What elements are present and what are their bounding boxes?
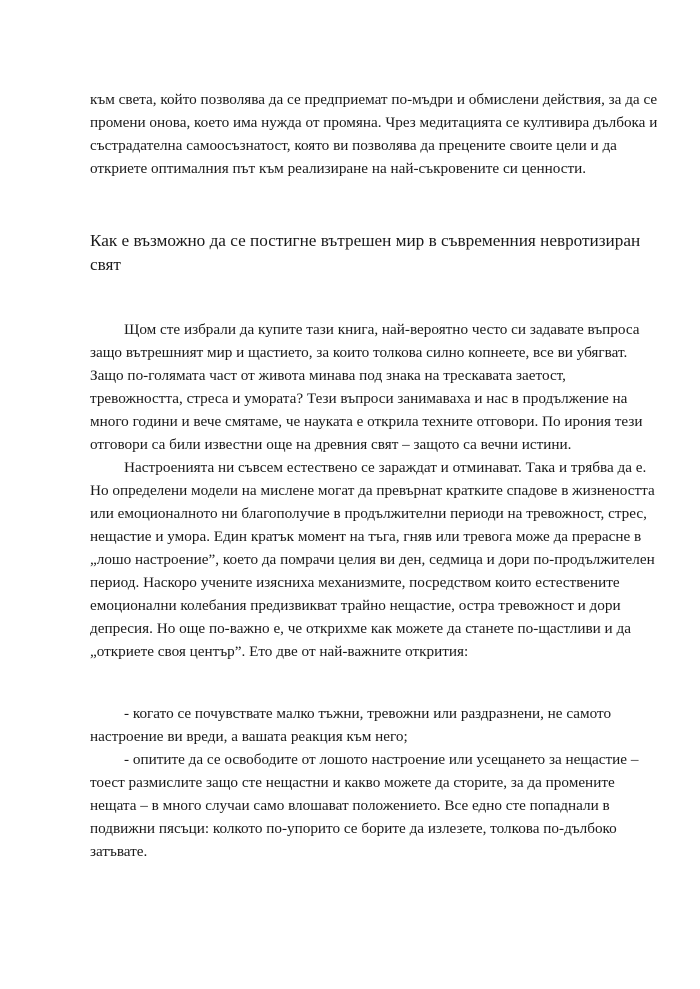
text-line: тоест размислите защо сте нещастни и какво можете да сторите, за да промените <box>90 774 615 791</box>
section-heading: Как е възможно да се постигне вътрешен мир в съвременния невротизиран <box>90 231 641 250</box>
text-line: нещастие и умора. Един кратък момент на тъга, гняв или тревога може да прерасне в <box>90 528 642 545</box>
text-line: много години и вече смятаме, че науката е открила техните отговори. По ирония тези <box>90 413 643 430</box>
text-line: към света, който позволява да се предприемат по-мъдри и обмислени действия, за да се <box>90 91 658 108</box>
text-line: откриете оптималния път към реализиране на най-съкровените си ценности. <box>90 160 587 177</box>
list-item: - когато се почувствате малко тъжни, тревожни или раздразнени, не самото <box>124 705 612 722</box>
text-line: състрадателна самоосъзнатост, която ви позволява да прецените своите цели и да <box>90 137 617 154</box>
text-line: защо вътрешният мир и щастието, за които толкова силно копнеете, все ви убягват. <box>90 344 628 361</box>
text-line: Щом сте избрали да купите тази книга, най-вероятно често си задавате въпроса <box>124 321 640 338</box>
text-line: Настроенията ни съвсем естествено се зараждат и отминават. Така и трябва да е. <box>124 459 647 476</box>
text-line: промени онова, което има нужда от промяна. Чрез медитацията се култивира дълбока и <box>90 114 658 131</box>
text-line: подвижни пясъци: колкото по-упорито се борите да излезете, толкова по-дълбоко <box>90 820 617 837</box>
list-item: - опитите да се освободите от лошото настроение или усещането за нещастие – <box>124 751 639 768</box>
text-line: Защо по-голямата част от живота минава под знака на трескавата заетост, <box>90 367 566 384</box>
text-line: или емоционалното ни благополучие в продължителни периоди на тревожност, стрес, <box>90 505 647 522</box>
text-line: Но определени модели на мислене могат да превърнат кратките спадове в жизнеността <box>90 482 655 499</box>
text-line: настроение ви вреди, а вашата реакция към него; <box>90 728 408 745</box>
text-line: „лошо настроение”, което да помрачи целия ви ден, седмица и дори по-продължителен <box>90 551 655 568</box>
text-line: тревожността, стреса и умората? Тези въпроси занимаваха и нас в продължение на <box>90 390 628 407</box>
text-line: нещата – в много случаи само влошават положението. Все едно сте попаднали в <box>90 797 610 814</box>
section-heading: свят <box>90 255 121 274</box>
text-line: отговори са били известни още на древния свят – защото са вечни истини. <box>90 436 572 453</box>
text-line: депресия. Но още по-важно е, че открихме как можете да станете по-щастливи и да <box>90 620 631 637</box>
text-line: „откриете своя център”. Ето две от най-важните открития: <box>90 643 469 660</box>
text-line: период. Наскоро учените изясниха механизмите, посредством които естествените <box>90 574 620 591</box>
text-line: емоционални колебания предизвикват трайно нещастие, остра тревожност и дори <box>90 597 621 614</box>
text-line: затъвате. <box>90 843 148 860</box>
